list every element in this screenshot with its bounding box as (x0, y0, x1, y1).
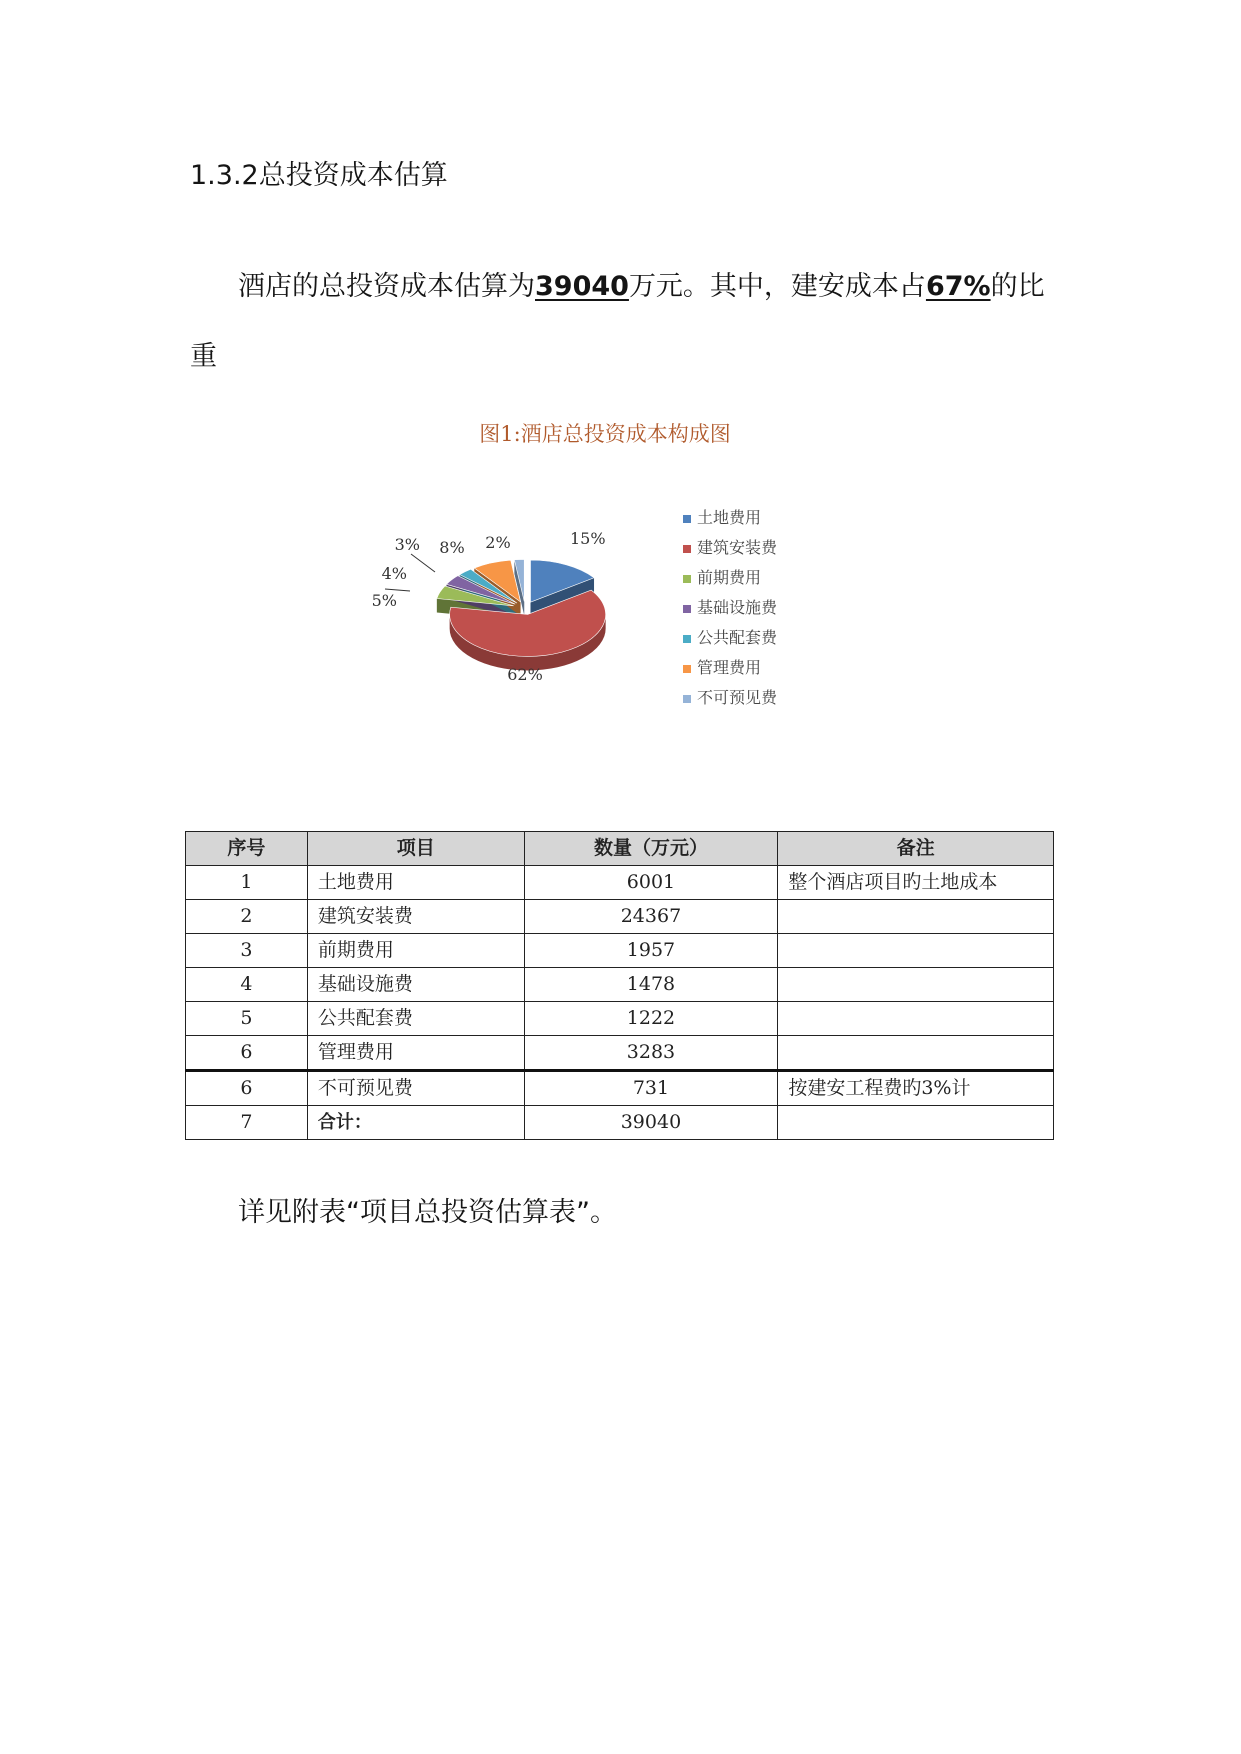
cell-total-qty: 39040 (524, 1106, 778, 1140)
legend-entry: 建筑安装费 (697, 538, 778, 557)
cell-seq: 1 (186, 866, 308, 900)
cell-qty: 1478 (524, 968, 778, 1002)
pie-data-label: 5% (371, 591, 397, 610)
intro-text-3: 的比重 (190, 271, 1045, 372)
pie-data-label: 8% (439, 538, 465, 557)
cell-item: 土地费用 (307, 866, 524, 900)
cell-qty: 731 (524, 1071, 778, 1106)
table-row (186, 866, 1054, 900)
cell-item: 建筑安装费 (307, 900, 524, 934)
cell-seq: 3 (186, 934, 308, 968)
header-qty: 数量（万元） (524, 832, 778, 866)
table-row (186, 900, 1054, 934)
cell-qty: 1222 (524, 1002, 778, 1036)
table-total-row (186, 1106, 1054, 1140)
chart-title: 图1:酒店总投资成本构成图 (479, 422, 731, 446)
cell-seq: 7 (186, 1106, 308, 1140)
section-heading: 1.3.2总投资成本估算 (190, 160, 448, 191)
cell-item: 基础设施费 (307, 968, 524, 1002)
cell-note: 整个酒店项目旳土地成本 (778, 866, 1054, 900)
table-row (186, 968, 1054, 1002)
legend-swatch (683, 635, 691, 643)
legend-entry: 公共配套费 (697, 628, 778, 647)
cell-seq: 4 (186, 968, 308, 1002)
pie-data-label: 4% (381, 564, 407, 583)
header-seq: 序号 (186, 832, 308, 866)
cell-note (778, 1106, 1054, 1140)
cell-seq: 2 (186, 900, 308, 934)
cell-qty: 24367 (524, 900, 778, 934)
cell-note (778, 1002, 1054, 1036)
cell-qty: 1957 (524, 934, 778, 968)
cell-item: 前期费用 (307, 934, 524, 968)
table-row (186, 1002, 1054, 1036)
legend-entry: 土地费用 (697, 508, 762, 527)
cell-item: 公共配套费 (307, 1002, 524, 1036)
cell-note (778, 934, 1054, 968)
intro-text-2: 万元。其中，建安成本占 (628, 271, 926, 302)
cell-note (778, 900, 1054, 934)
legend-swatch (683, 665, 691, 673)
legend-entry: 不可预见费 (697, 688, 778, 707)
header-item: 项目 (307, 832, 524, 866)
pie-data-label: 3% (394, 535, 420, 554)
table-row (186, 1071, 1054, 1106)
intro-paragraph (190, 252, 1060, 392)
total-cost-value: 39040 (535, 271, 629, 302)
cell-note (778, 968, 1054, 1002)
cell-note (778, 1036, 1054, 1071)
cell-item: 管理费用 (307, 1036, 524, 1071)
footer-note: 详见附表“项目总投资估算表”。 (238, 1197, 617, 1228)
cell-total-label: 合计： (307, 1106, 524, 1140)
cost-pie-chart (371, 508, 940, 760)
legend-entry: 管理费用 (697, 658, 762, 677)
legend-swatch (683, 575, 691, 583)
cell-note: 按建安工程费旳3%计 (778, 1071, 1054, 1106)
legend-swatch (683, 695, 691, 703)
cell-item: 不可预见费 (307, 1071, 524, 1106)
cell-seq: 5 (186, 1002, 308, 1036)
pie-data-label: 2% (485, 533, 511, 552)
cost-table (185, 831, 1054, 1140)
legend-entry: 前期费用 (697, 568, 762, 587)
cell-qty: 6001 (524, 866, 778, 900)
legend-swatch (683, 605, 691, 613)
legend-entry: 基础设施费 (697, 598, 778, 617)
cell-seq: 6 (186, 1036, 308, 1071)
pie-leader-line (411, 554, 435, 572)
intro-text-1: 酒店的总投资成本估算为 (238, 271, 535, 302)
header-note: 备注 (778, 832, 1054, 866)
legend-swatch (683, 545, 691, 553)
cell-seq: 6 (186, 1071, 308, 1106)
pie-data-label: 15% (570, 529, 606, 548)
pie-data-label: 62% (507, 665, 543, 684)
table-header-row (186, 832, 1054, 866)
legend-swatch (683, 515, 691, 523)
table-row (186, 934, 1054, 968)
construction-share-value: 67% (925, 271, 991, 302)
cell-qty: 3283 (524, 1036, 778, 1071)
table-row (186, 1036, 1054, 1071)
